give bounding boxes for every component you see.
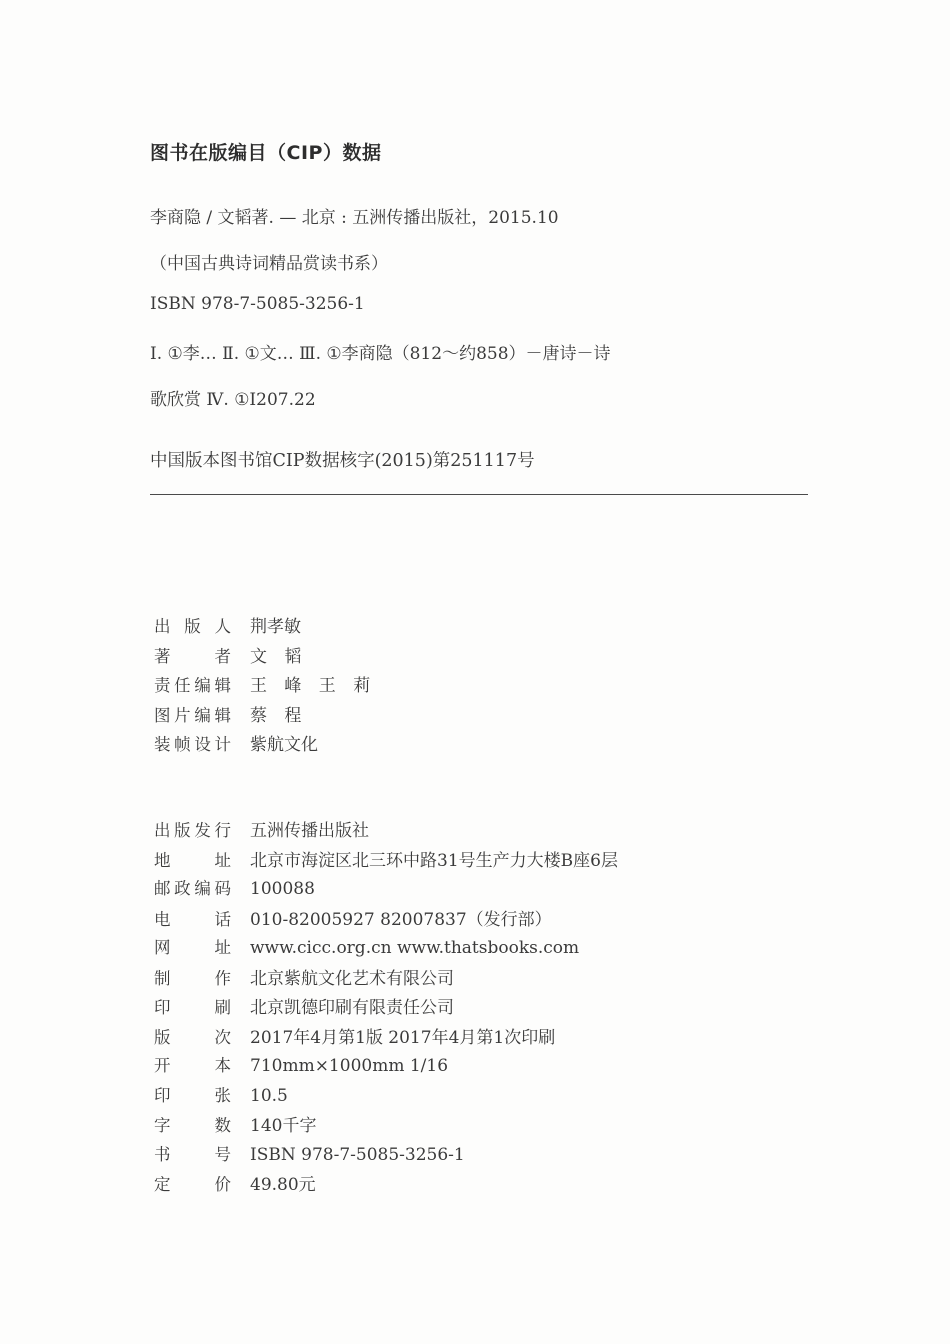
publish-label: 版次 — [154, 1027, 231, 1047]
publish-value: 五洲传播出版社 — [250, 821, 369, 841]
publish-row-word-count — [154, 1111, 618, 1141]
publish-value: 100088 — [250, 879, 315, 899]
publish-label: 定价 — [154, 1175, 231, 1194]
publish-label: 网址 — [154, 938, 231, 957]
publish-label: 出版发行 — [154, 821, 231, 840]
publish-row-isbn — [154, 1141, 618, 1171]
publish-row-sheets — [154, 1082, 618, 1112]
credit-row-author — [154, 642, 376, 672]
credit-row-editor — [154, 671, 376, 701]
publish-label: 电话 — [154, 909, 231, 929]
publish-label: 书号 — [154, 1144, 231, 1164]
publish-value: 北京紫航文化艺术有限公司 — [250, 968, 454, 989]
publish-label: 开本 — [154, 1056, 231, 1075]
credit-value: 王 峰 王 莉 — [250, 676, 377, 696]
publish-label: 地址 — [154, 850, 231, 870]
publish-label: 印刷 — [154, 998, 231, 1017]
publish-row-distributor — [154, 816, 618, 846]
credit-row-picture-editor — [154, 701, 376, 731]
publish-value: 010-82005927 82007837（发行部） — [250, 909, 552, 930]
cip-line-classification-cont: 歌欣赏 Ⅳ. ①I207.22 — [150, 390, 316, 410]
publish-row-website — [154, 934, 618, 964]
publish-label: 印张 — [154, 1085, 231, 1105]
cip-line-isbn: ISBN 978-7-5085-3256-1 — [150, 294, 365, 314]
publish-row-price — [154, 1170, 618, 1200]
cip-line-data-number: 中国版本图书馆CIP数据核字(2015)第251117号 — [150, 451, 535, 471]
publish-value: 北京凯德印刷有限责任公司 — [250, 998, 454, 1018]
credit-label: 装帧设计 — [154, 735, 231, 754]
publish-value: www.cicc.org.cn www.thatsbooks.com — [250, 938, 580, 958]
publish-label: 邮政编码 — [154, 879, 231, 898]
credit-row-design — [154, 730, 376, 760]
credits-list — [154, 612, 376, 760]
publication-info-list — [154, 816, 618, 1200]
publish-value: 710mm×1000mm 1/16 — [250, 1056, 449, 1076]
credit-label: 图片编辑 — [154, 705, 231, 725]
credit-label: 责任编辑 — [154, 676, 231, 695]
credit-value: 紫航文化 — [250, 735, 318, 755]
credit-label: 出版人 — [154, 617, 231, 636]
publish-label: 字数 — [154, 1116, 231, 1135]
publish-row-postcode — [154, 875, 618, 905]
publish-value: 140千字 — [250, 1116, 317, 1136]
publish-value: 49.80元 — [250, 1175, 316, 1195]
publish-value: 10.5 — [250, 1085, 288, 1106]
publish-row-address — [154, 846, 618, 876]
publish-value: 北京市海淀区北三环中路31号生产力大楼B座6层 — [250, 850, 618, 871]
publish-row-edition — [154, 1023, 618, 1053]
cip-line-classification: Ⅰ. ①李… Ⅱ. ①文… Ⅲ. ①李商隐（812～约858）－唐诗－诗 — [150, 344, 611, 364]
cip-divider — [150, 494, 808, 495]
publish-row-production — [154, 964, 618, 994]
cip-line-series: （中国古典诗词精品赏读书系） — [150, 254, 388, 274]
publish-label: 制作 — [154, 968, 231, 988]
credit-value: 蔡 程 — [250, 705, 308, 726]
publish-row-printing — [154, 993, 618, 1023]
credit-row-publisher — [154, 612, 376, 642]
cip-title: 图书在版编目（CIP）数据 — [150, 142, 382, 164]
credit-label: 著者 — [154, 646, 231, 666]
publish-value: ISBN 978-7-5085-3256-1 — [250, 1144, 465, 1165]
cip-line-author-publisher: 李商隐 / 文韬著. — 北京 : 五洲传播出版社，2015.10 — [150, 208, 559, 228]
publish-row-format — [154, 1052, 618, 1082]
credit-value: 文 韬 — [250, 646, 308, 667]
publish-row-phone — [154, 905, 618, 935]
publish-value: 2017年4月第1版 2017年4月第1次印刷 — [250, 1027, 556, 1048]
credit-value: 荆孝敏 — [250, 617, 301, 637]
